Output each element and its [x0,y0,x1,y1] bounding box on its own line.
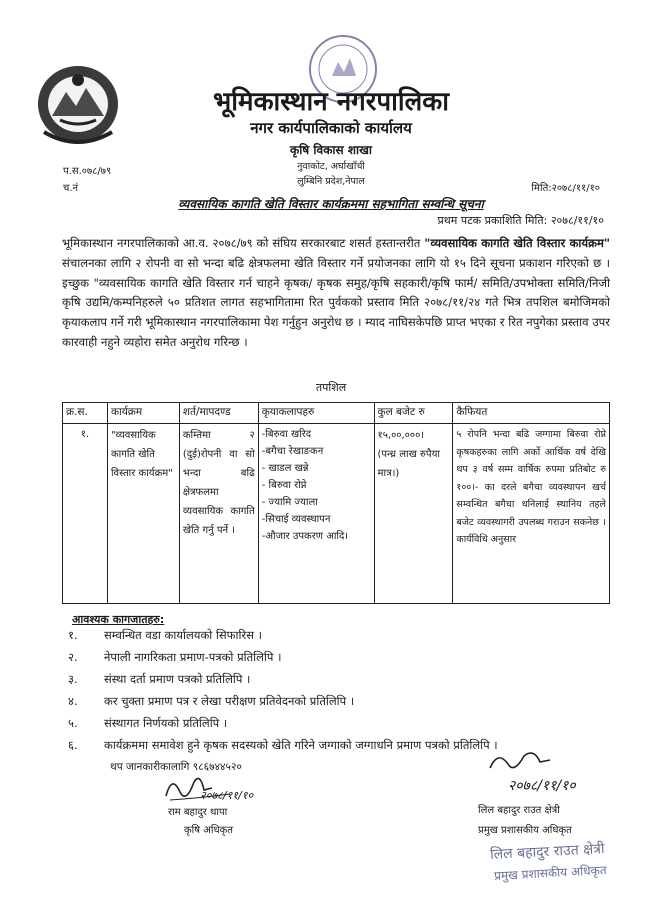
activity-item: - ज्यामि ज्याला [261,497,318,508]
cell-condition: कम्तिमा २ (दुई)रोपनी वा सो भन्दा बढि क्षेत्रफलमा व्यवसायिक कागति खेति गर्नु पर्ने । [179,424,258,604]
activity-item: - खाडल खन्ने [261,463,309,474]
left-signatory-name: राम बहादुर थापा [168,807,228,818]
item-text: कर चुक्ता प्रमाण पत्र र लेखा परीक्षण प्रतिवेदनको प्रतिलिपि । [104,694,355,708]
header-program: कार्यक्रम [107,403,179,424]
contact-info: थप जानकारीकालागि ९८६७४४५२० [110,761,242,773]
header-remarks: कैफियत [453,403,610,424]
body-part-2: संचालनका लागि २ रोपनी वा सो भन्दा बढि क्षेत्रफलमा खेति विस्तार गर्ने प्रयोजनका लागि यो १५ दिने सूचना प्रकाशन गरिएको छ । इच्छुक "व्यवसायिक कागति खेति विस्तार गर्न चाहने कृषक/ कृषक समुह/कृषि सहकारी/कृषि फार्म/ समिति/उपभोक्ता समिति/निजी कृषि उद्यमि/कम्पनिहरुले ५० प्रतिशत लागत सहभागितामा रित पुर्वकको प्रस्ताव मिति २०७८/११/२४ गते भित्र तपशिल बमोजिमको कृयाकलाप गर्ने गरी भूमिकास्थान नगरपालिकामा पेश गर्नुहुन अनुरोध छ । म्याद नाघिसकेपछि प्राप्त भएका र रित नपुगेका प्रस्ताव उपर कारवाही नहुने व्यहोरा समेत अनुरोध गरिन्छ । [62,255,610,349]
name-stamp: लिल बहादुर राउत क्षेत्री [489,841,605,863]
address-line-2: लुम्बिनि प्रदेश,नेपाल [297,176,365,187]
notice-body [62,234,610,353]
item-text: सम्वन्धित वडा कार्यालयको सिफारिस । [104,628,262,642]
requirements-list [68,628,628,760]
activity-item: -बगैचा रेखाङकन [261,446,324,457]
item-text: कार्यक्रममा समावेश हुने कृषक सदस्यको खेति गरिने जग्गाको जग्गाधनि प्रमाण पत्रको प्रतिलिपि । [104,738,498,752]
header-activities: कृयाकलापहरु [258,403,374,424]
details-table [62,402,610,604]
title-stamp: प्रमुख प्रशासकीय अधिकृत [493,863,607,883]
item-number: ६. [68,738,78,752]
budget-words: (पन्ध्र लाख रुपैया मात्र।) [377,449,440,479]
item-number: ३. [68,672,78,686]
table-row [63,424,610,604]
address-line-1: नुवाकोट, अर्घाखाँची [297,161,365,172]
header-budget: कुल बजेट रु [374,403,453,424]
left-signature-date: २०७८/११/१० [200,789,254,802]
list-item [68,650,628,672]
right-signatory-title: प्रमुख प्रशासकीय अधिकृत [478,825,572,836]
reference-number: प.स.०७८/७९ [63,166,112,177]
item-number: ४. [68,694,78,708]
activity-item: -बिरुवा खरिद [261,429,312,440]
item-text: नेपाली नागरिकता प्रमाण-पत्रको प्रतिलिपि । [104,650,282,664]
cell-sn: १. [63,424,108,604]
item-number: १. [68,628,78,642]
notice-title: व्यवसायिक कागति खेति विस्तार कार्यक्रममा सहभागिता सम्वन्धि सूचना [178,197,484,211]
table-header-row [63,403,610,424]
list-item [68,628,628,650]
branch-name: कृषि विकास शाखा [289,143,373,157]
program-name-bold: "व्यवसायिक कागति खेति विस्तार कार्यक्रम" [424,236,610,250]
table-caption: तपशिल [315,381,347,394]
list-item [68,716,628,738]
list-item [68,672,628,694]
municipality-title: भूमिकास्थान नगरपालिका [213,87,449,117]
publication-date: प्रथम पटक प्रकाशिति मिति: २०७८/११/१० [437,214,604,227]
cell-remarks: ५ रोपनि भन्दा बढि जग्गामा बिरुवा रोप्ने कृषकहरुका लागि अर्को आर्थिक वर्ष देखि थप ३ वर्ष सम्म वार्षिक रुपमा प्रतिबोट रु १००।- का दरले बगैचा व्यवस्थापन खर्च सम्वन्धित बगैचा धनिलाई स्थानिय तहले बजेट व्यवस्थागरी उपलब्ध गराउन सकनेछ । कार्यविधि अनुसार [453,424,610,604]
body-part-1: भूमिकास्थान नगरपालिकाको आ.व. २०७८/७९ को संघिय सरकारबाट शसर्त हस्तान्तरीत [62,236,425,250]
right-signature [484,746,564,780]
office-subtitle: नगर कार्यपालिकाको कार्यालय [250,119,412,137]
item-text: संस्थागत निर्णयको प्रतिलिपि । [104,716,228,730]
dispatch-number: च.नं [63,183,79,194]
item-number: ५. [68,716,78,730]
header-sn: क्र.स. [63,403,108,424]
cell-activities [258,424,374,604]
activity-item: - बिरुवा रोप्ने [261,480,307,491]
cell-budget [374,424,453,604]
left-signatory-title: कृषि अधिकृत [184,825,233,836]
activity-item: -औजार उपकरण आदि। [261,531,349,542]
cell-program: "व्यवसायिक कागति खेति विस्तार कार्यक्रम" [107,424,179,604]
item-text: संस्था दर्ता प्रमाण पत्रको प्रतिलिपि । [104,672,251,686]
activity-item: -सिचाई व्यवस्थापन [261,514,331,525]
right-signatory-name: लिल बहादुर राउत क्षेत्री [478,805,560,816]
list-item [68,694,628,716]
budget-amount: १५,००,०००। [377,430,425,441]
header-condition: शर्त/मापदण्ड [179,403,258,424]
requirements-heading: आवश्यक कागजातहरु: [72,613,165,626]
letter-date: मिति:२०७८/११/१० [531,183,600,194]
item-number: २. [68,650,78,664]
right-signature-date: २०७८/११/१० [508,778,576,794]
